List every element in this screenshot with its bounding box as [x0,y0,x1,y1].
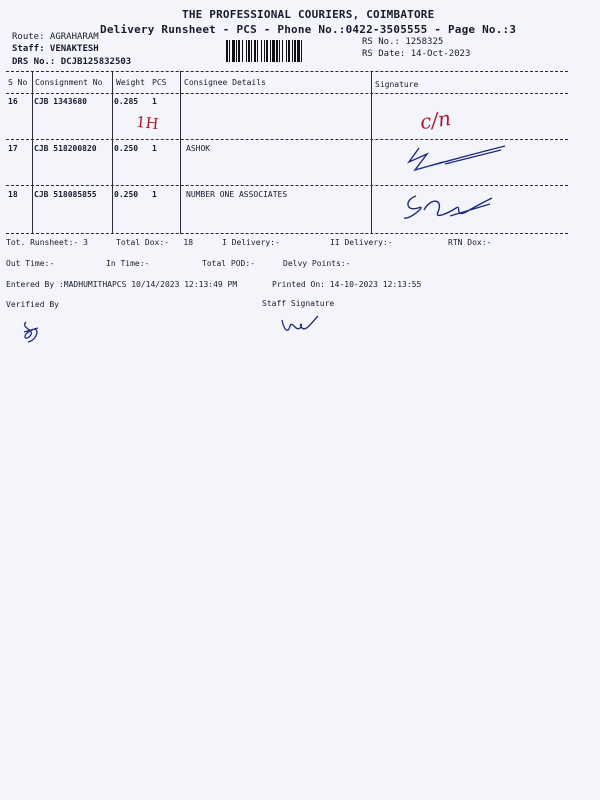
company-title: THE PROFESSIONAL COURIERS, COIMBATORE [182,8,435,21]
printed-on: Printed On: 14-10-2023 12:13:55 [272,280,422,289]
barcode-gap [302,40,304,62]
row-18-consignee: NUMBER ONE ASSOCIATES [186,190,288,199]
table-bottom-rule [6,233,568,234]
rs-number: RS No.: 1258325 [362,37,444,47]
total-dox: Total Dox:- 18 [116,238,194,247]
staff-signature [278,312,322,338]
col-divider-2 [112,71,113,234]
row-17-signature [405,140,515,180]
in-time: In Time:- [106,259,150,268]
row-17-weight: 0.250 [114,144,139,153]
row-16-sno: 16 [8,97,18,106]
row-18-signature [400,190,500,226]
row-16-signature: c/n [418,105,453,135]
row-17-rule [6,185,568,186]
col-header-consignment: Consignment No [35,78,103,87]
verified-by-signature [18,318,48,346]
col-divider-3 [180,71,181,234]
drs-number: DRS No.: DCJB125832503 [12,57,132,67]
ii-delivery: II Delivery:- [330,238,393,247]
col-header-weight: Weight [116,78,145,87]
total-pod: Total POD:- [202,259,255,268]
row-16-pcs: 1 [152,97,157,106]
col-header-pcs: PCS [152,78,167,87]
row-16-weight: 0.285 [114,97,139,106]
row-17-consignment: CJB 518200820 [34,144,97,153]
rs-date: RS Date: 14-Oct-2023 [362,49,471,59]
i-delivery: I Delivery:- [222,238,280,247]
staff-signature-label: Staff Signature [262,299,335,308]
runsheet-subtitle: Delivery Runsheet - PCS - Phone No.:0422-3505555 - Page No.:3 [100,23,517,36]
col-header-signature: Signature [375,80,419,89]
entered-by: Entered By :MADHUMITHAPCS 10/14/2023 12:13:49 PM [6,280,238,289]
delvy-points: Delvy Points:- [283,259,351,268]
row-18-weight: 0.250 [114,190,139,199]
row-17-consignee: ASHOK [186,144,211,153]
col-divider-4 [371,71,372,234]
route-label: Route: AGRAHARAM [12,32,99,42]
row-18-sno: 18 [8,190,18,199]
total-runsheet: Tot. Runsheet:- 3 [6,238,88,247]
verified-by-label: Verified By [6,300,59,309]
col-divider-1 [32,71,33,234]
row-17-sno: 17 [8,144,18,153]
col-header-sno: S No [8,78,28,87]
staff-label: Staff: VENAKTESH [12,44,99,54]
out-time: Out Time:- [6,259,55,268]
rtn-dox: RTN Dox:- [448,238,492,247]
row-16-handwritten-note: 1H [135,112,160,134]
row-18-consignment: CJB 518085855 [34,190,97,199]
col-header-consignee: Consignee Details [184,78,266,87]
table-top-rule [6,71,568,72]
row-18-pcs: 1 [152,190,157,199]
barcode [226,40,356,62]
row-16-consignment: CJB 1343680 [34,97,87,106]
row-17-pcs: 1 [152,144,157,153]
table-header-rule [6,93,568,94]
